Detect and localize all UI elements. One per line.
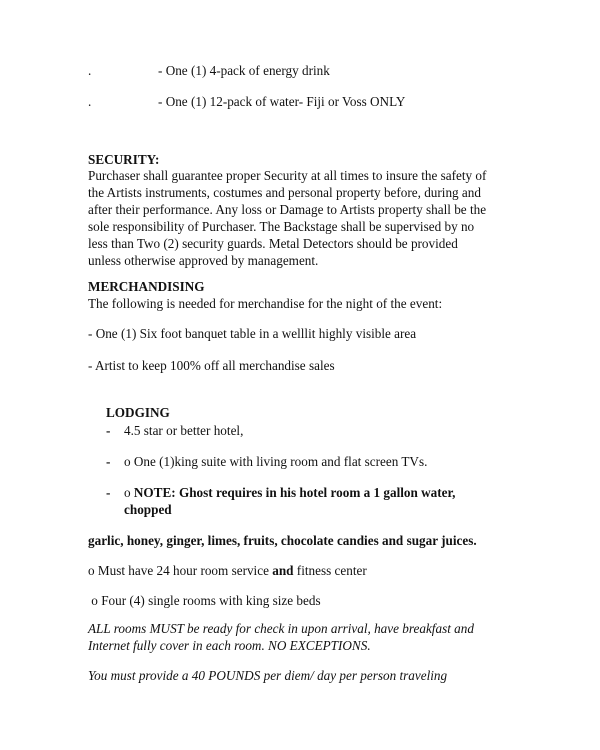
single-rooms-line: o Four (4) single rooms with king size beds: [88, 593, 321, 608]
security-line: unless otherwise approved by management.: [88, 253, 319, 268]
security-line: after their performance. Any loss or Damage to Artists property shall be the: [88, 202, 487, 217]
security-line: Purchaser shall guarantee proper Security at all times to insure the safety of: [88, 168, 487, 183]
rooms-ready-line: Internet fully cover in each room. NO EXCEPTIONS.: [88, 638, 371, 653]
dash-bullet: -: [106, 485, 111, 500]
room-service-line: [88, 562, 367, 579]
per-diem-line: You must provide a 40 POUNDS per diem/ day per person traveling: [88, 668, 448, 683]
merchandising-heading: MERCHANDISING: [88, 279, 205, 294]
lodging-bullet-text: o One (1)king suite with living room and flat screen TVs.: [124, 454, 428, 469]
room-service-bold: and: [272, 563, 294, 578]
dash-bullet: -: [106, 423, 111, 438]
bullet-dot: .: [88, 63, 92, 78]
security-heading: SECURITY:: [88, 152, 160, 167]
note-bold-text: NOTE: Ghost requires in his hotel room a 1 gallon water,: [133, 485, 456, 500]
note-line: [124, 484, 455, 501]
security-line: sole responsibility of Purchaser. The Backstage shall be supervised by no: [88, 219, 475, 234]
merchandising-item-sales: - Artist to keep 100% off all merchandise sales: [88, 358, 335, 373]
security-line: less than Two (2) security guards. Metal Detectors should be provided: [88, 236, 458, 251]
merchandising-item-table: - One (1) Six foot banquet table in a welllit highly visible area: [88, 326, 417, 341]
bullet-dot: .: [88, 94, 92, 109]
security-line: the Artists instruments, costumes and personal property before, during and: [88, 185, 481, 200]
rooms-ready-line: ALL rooms MUST be ready for check in upon arrival, have breakfast and: [88, 621, 474, 636]
lodging-bullet-text: 4.5 star or better hotel,: [124, 423, 244, 438]
drink-item-text: - One (1) 12-pack of water- Fiji or Voss ONLY: [158, 94, 406, 109]
room-service-text-end: fitness center: [293, 563, 367, 578]
lodging-heading: LODGING: [106, 405, 170, 420]
dash-bullet: -: [106, 454, 111, 469]
merchandising-intro: The following is needed for merchandise for the night of the event:: [88, 296, 443, 311]
ingredients-list: garlic, honey, ginger, limes, fruits, chocolate candies and sugar juices.: [88, 533, 477, 548]
note-prefix: o: [124, 485, 134, 500]
drink-item-text: - One (1) 4-pack of energy drink: [158, 63, 330, 78]
room-service-text: o Must have 24 hour room service: [88, 563, 273, 578]
note-bold-continuation: chopped: [124, 502, 172, 517]
